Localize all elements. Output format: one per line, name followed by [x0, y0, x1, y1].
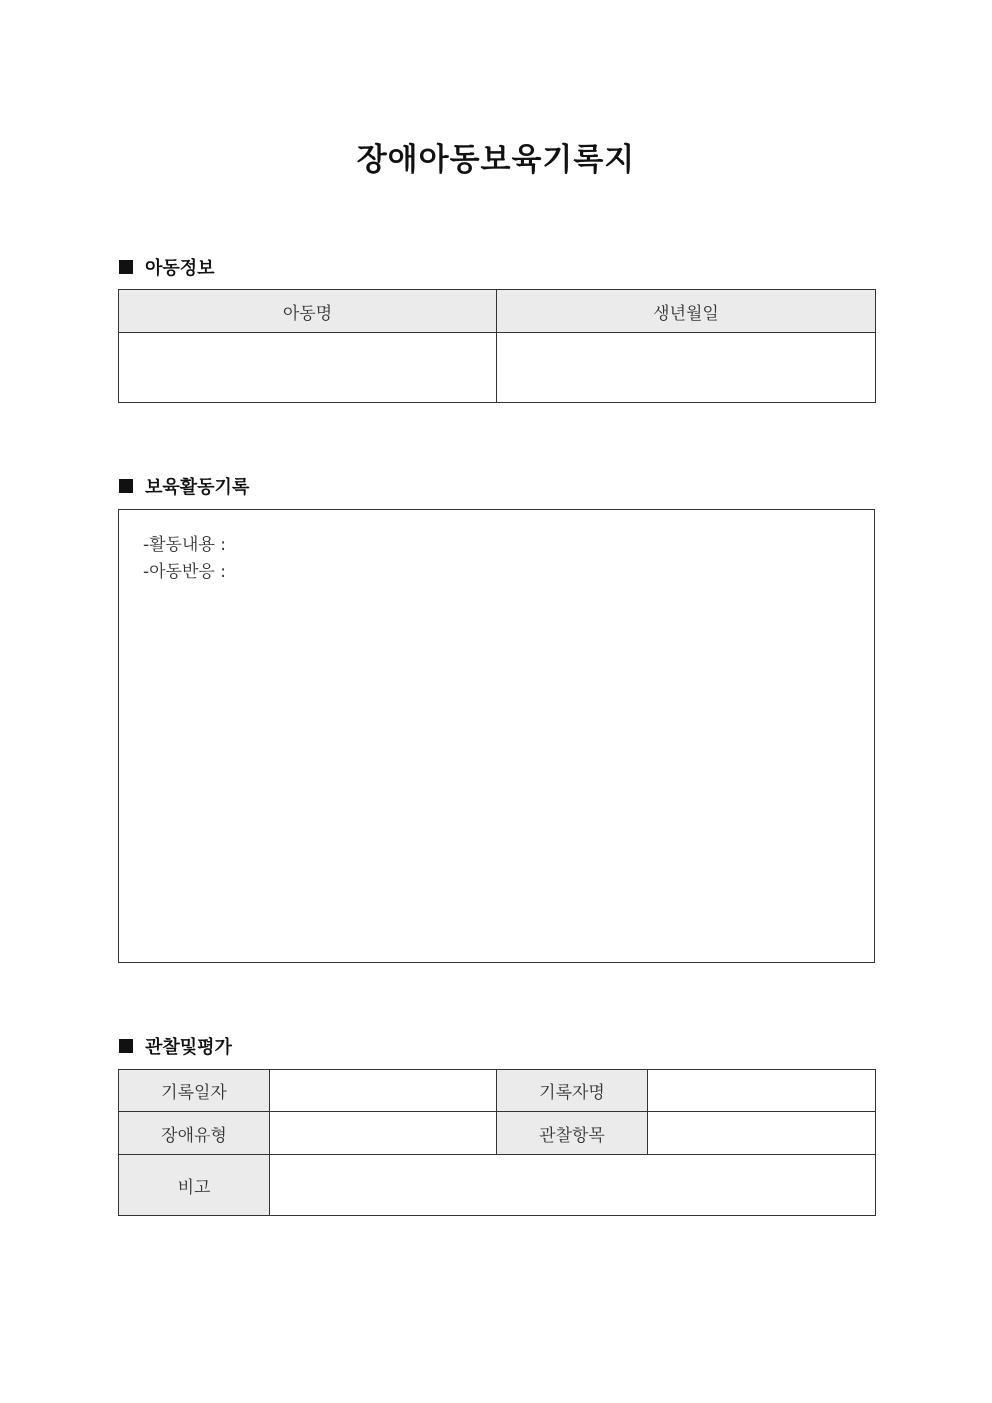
label-disability-type: 장애유형 [119, 1112, 270, 1155]
label-record-date: 기록일자 [119, 1070, 270, 1112]
section-heading-child-info [119, 254, 215, 280]
remarks-field[interactable] [270, 1155, 876, 1216]
child-response-line: -아동반응 : [143, 562, 226, 582]
activity-record-box[interactable] [118, 509, 875, 963]
header-birth-date: 생년월일 [497, 290, 876, 333]
record-date-field[interactable] [270, 1070, 497, 1112]
section-heading-label: 관찰및평가 [145, 1037, 232, 1058]
child-name-field[interactable] [119, 333, 497, 403]
recorder-name-field[interactable] [648, 1070, 876, 1112]
section-heading-label: 보육활동기록 [145, 477, 250, 498]
label-observation-item: 관찰항목 [497, 1112, 648, 1155]
observation-table [118, 1069, 876, 1216]
disability-type-field[interactable] [270, 1112, 497, 1155]
section-heading-observation [119, 1033, 232, 1059]
square-bullet-icon [119, 479, 133, 493]
section-heading-activity-record [119, 473, 249, 499]
square-bullet-icon [119, 260, 133, 274]
label-remarks: 비고 [119, 1155, 270, 1216]
section-heading-label: 아동정보 [145, 258, 215, 279]
observation-item-field[interactable] [648, 1112, 876, 1155]
header-child-name: 아동명 [119, 290, 497, 333]
label-recorder-name: 기록자명 [497, 1070, 648, 1112]
birth-date-field[interactable] [497, 333, 876, 403]
child-info-table [118, 289, 876, 403]
activity-content-line: -활동내용 : [143, 535, 226, 555]
square-bullet-icon [119, 1039, 133, 1053]
page-title: 장애아동보육기록지 [356, 142, 636, 178]
